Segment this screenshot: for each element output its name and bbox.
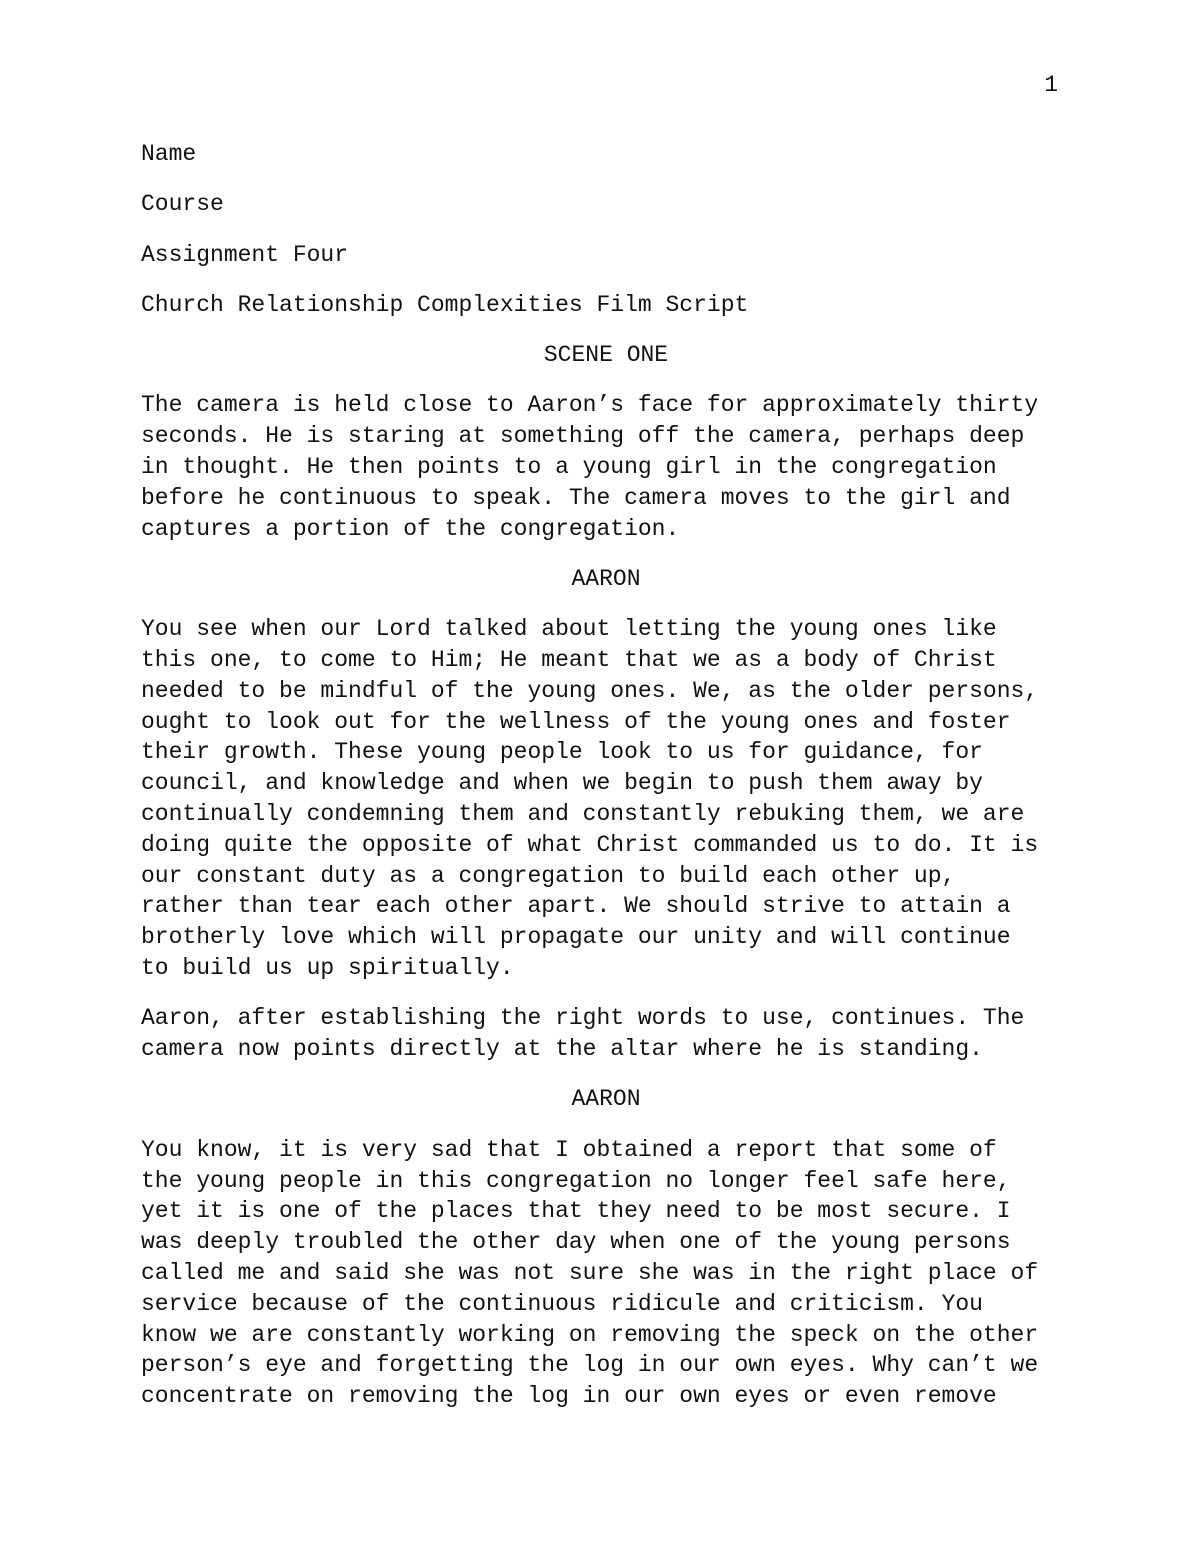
action-line: The camera is held close to Aaron’s face for approximately thirty [141,392,1039,419]
dialogue-line: continually condemning them and constantly rebuking them, we are [141,801,1025,828]
dialogue-line: concentrate on removing the log in our own eyes or even remove [141,1383,997,1410]
document-title: Church Relationship Complexities Film Script [141,291,749,318]
character-name-1: AARON [571,565,641,592]
student-name: Name [141,141,197,167]
course-name: Course [141,191,224,218]
action-line: in thought. He then points to a young girl in the congregation [141,454,997,481]
dialogue-line: doing quite the opposite of what Christ commanded us to do. It is [141,831,1039,858]
dialogue-line: the young people in this congregation no longer feel safe here, [141,1167,1011,1194]
dialogue-line: yet it is one of the places that they need to be most secure. I [141,1198,1011,1225]
action-paragraph-1 [141,390,1071,544]
dialogue-line: You see when our Lord talked about letting the young ones like [141,616,997,643]
action-line: captures a portion of the congregation. [141,515,680,542]
page-content [141,139,1071,1431]
dialogue-line: their growth. These young people look to us for guidance, for [141,739,983,766]
dialogue-line: ought to look out for the wellness of the young ones and foster [141,708,1011,735]
action-paragraph-2 [141,1003,1071,1065]
scene-heading: SCENE ONE [543,342,669,369]
dialogue-line: council, and knowledge and when we begin to push them away by [141,770,983,797]
dialogue-paragraph-1 [141,614,1071,984]
dialogue-line: person’s eye and forgetting the log in our own eyes. Why can’t we [141,1352,1039,1379]
dialogue-paragraph-2 [141,1135,1071,1412]
assignment-name: Assignment Four [141,241,349,268]
dialogue-line: needed to be mindful of the young ones. We, as the older persons, [141,677,1039,704]
dialogue-line: called me and said she was not sure she was in the right place of [141,1259,1039,1286]
dialogue-line: rather than tear each other apart. We should strive to attain a [141,893,1011,920]
dialogue-line: brotherly love which will propagate our unity and will continue [141,924,1011,951]
dialogue-line: You know, it is very sad that I obtained a report that some of [141,1136,997,1163]
page-number: 1 [1044,72,1058,98]
dialogue-line: to build us up spiritually. [141,955,514,982]
dialogue-line: our constant duty as a congregation to build each other up, [141,862,956,889]
character-name-2: AARON [571,1086,641,1113]
action-line: camera now points directly at the altar where he is standing. [141,1036,983,1063]
action-line: seconds. He is staring at something off the camera, perhaps deep [141,423,1025,450]
action-line: before he continuous to speak. The camera moves to the girl and [141,484,1011,511]
dialogue-line: this one, to come to Him; He meant that we as a body of Christ [141,647,997,674]
dialogue-line: know we are constantly working on removing the speck on the other [141,1321,1039,1348]
action-line: Aaron, after establishing the right words to use, continues. The [141,1005,1025,1032]
dialogue-line: was deeply troubled the other day when one of the young persons [141,1229,1011,1256]
dialogue-line: service because of the continuous ridicule and criticism. You [141,1290,983,1317]
